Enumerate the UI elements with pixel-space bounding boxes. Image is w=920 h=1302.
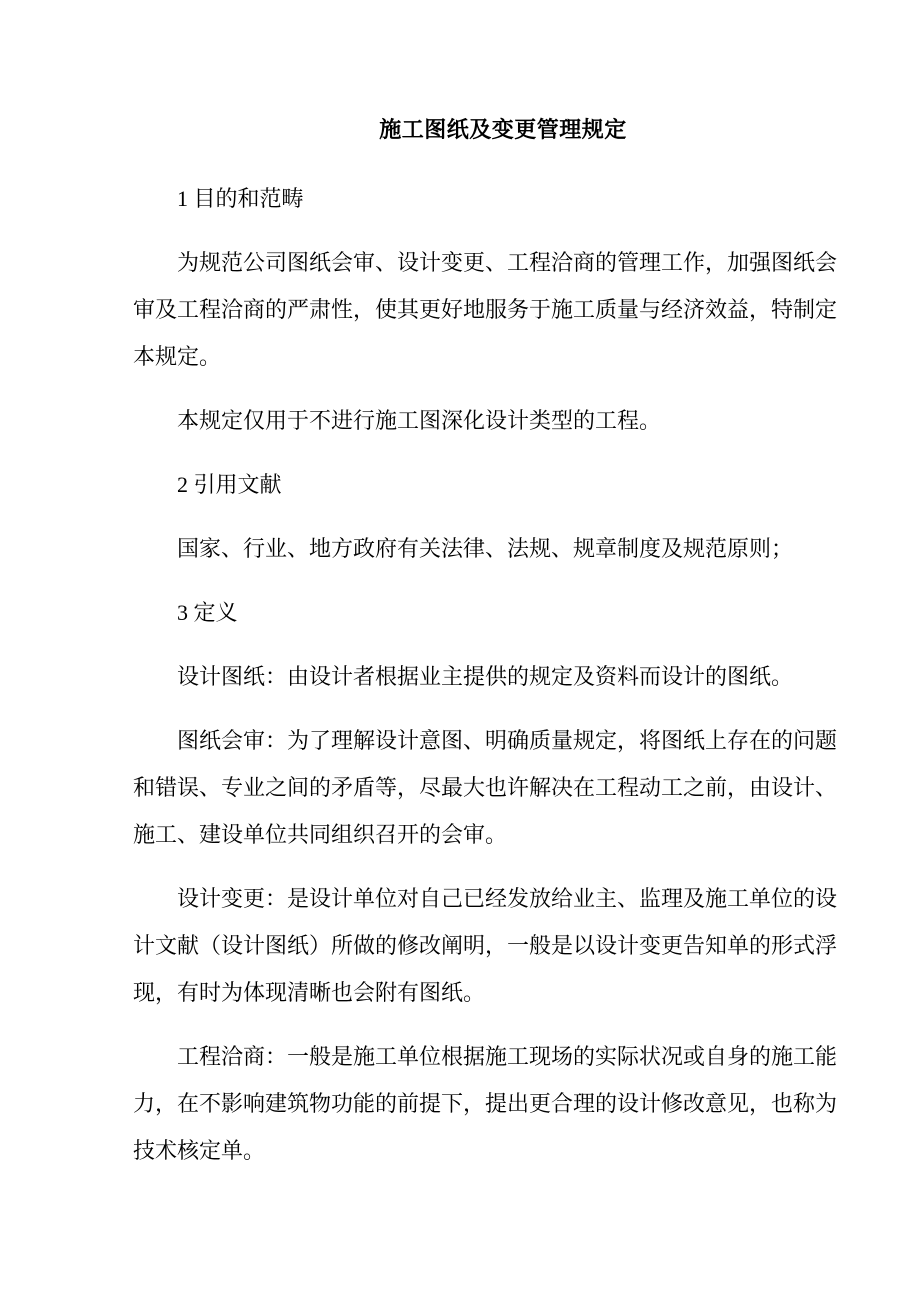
section-heading-definitions (133, 589, 829, 636)
section-heading-purpose (133, 175, 829, 222)
paragraph-design-change (133, 875, 838, 1016)
text-line: 本规定。 (133, 344, 222, 369)
text-line: 计文献（设计图纸）所做的修改阐明，一般是以设计变更告知单的形式浮 (133, 933, 838, 958)
text-line: 本规定仅用于不进行施工图深化设计类型的工程。 (177, 408, 662, 433)
text-line: 技术核定单。 (133, 1138, 266, 1163)
text-line: 现，有时为体现清晰也会附有图纸。 (133, 980, 486, 1005)
heading-line: 1 目的和范畴 (177, 186, 304, 211)
text-line: 工程洽商：一般是施工单位根据施工现场的实际状况或自身的施工能 (177, 1044, 838, 1069)
paragraph-design-drawing (133, 653, 829, 700)
paragraph-project-negotiation (133, 1033, 838, 1174)
document-title: 施工图纸及变更管理规定 (379, 117, 627, 142)
section-heading-references (133, 461, 829, 508)
paragraph-scope (133, 397, 829, 444)
paragraph-drawing-review (133, 717, 838, 858)
text-line: 图纸会审：为了理解设计意图、明确质量规定，将图纸上存在的问题 (177, 728, 838, 753)
text-line: 设计图纸：由设计者根据业主提供的规定及资料而设计的图纸。 (177, 664, 794, 689)
text-line: 设计变更：是设计单位对自己已经发放给业主、监理及施工单位的设 (177, 886, 838, 911)
text-line: 力，在不影响建筑物功能的前提下，提出更合理的设计修改意见，也称为 (133, 1091, 838, 1116)
text-line: 国家、行业、地方政府有关法律、法规、规章制度及规范原则； (177, 536, 794, 561)
paragraph-references (133, 525, 829, 572)
text-line: 为规范公司图纸会审、设计变更、工程洽商的管理工作，加强图纸会 (177, 250, 838, 275)
text-line: 和错误、专业之间的矛盾等，尽最大也许解决在工程动工之前，由设计、 (133, 775, 838, 800)
heading-line: 3 定义 (177, 600, 238, 625)
text-line: 施工、建设单位共同组织召开的会审。 (133, 822, 508, 847)
paragraph-purpose (133, 239, 838, 380)
text-line: 审及工程洽商的严肃性，使其更好地服务于施工质量与经济效益，特制定 (133, 297, 838, 322)
heading-line: 2 引用文献 (177, 472, 282, 497)
document-content (133, 112, 838, 1191)
